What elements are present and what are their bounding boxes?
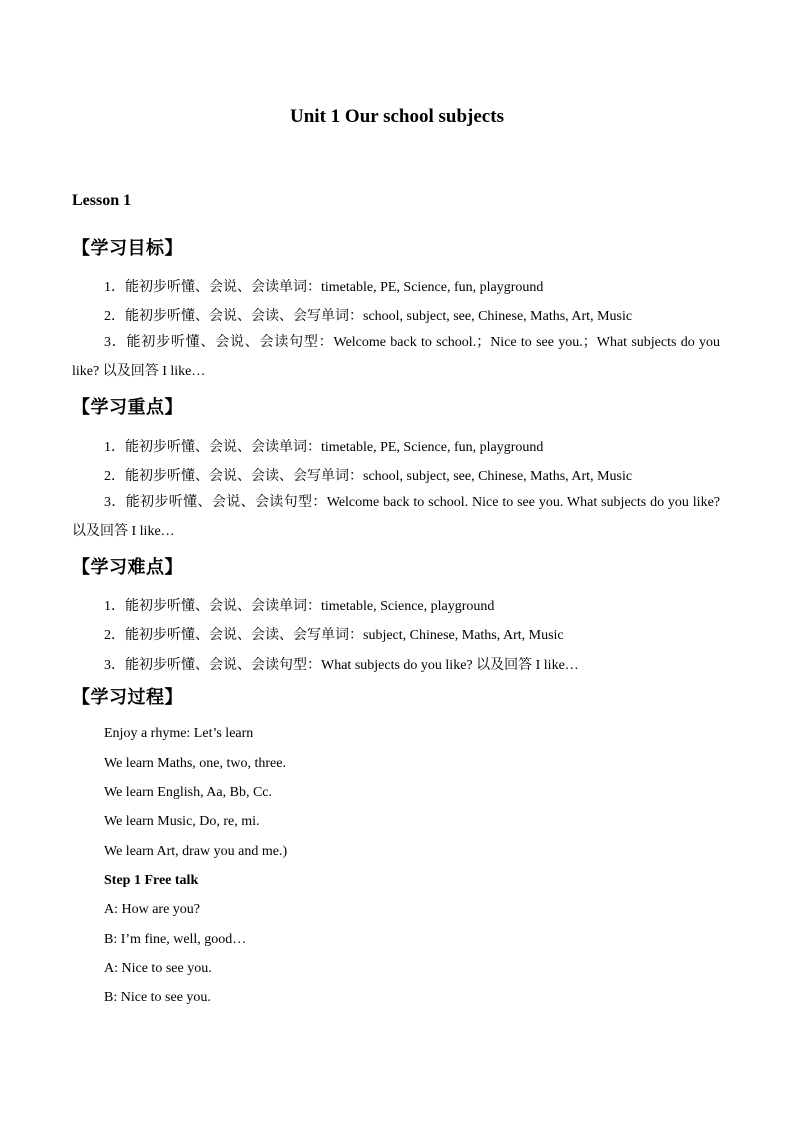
rhyme-line-1: Enjoy a rhyme: Let’s learn bbox=[104, 726, 254, 741]
rhyme-line-3: We learn English, Aa, Bb, Cc. bbox=[104, 785, 273, 800]
objectives-item-2: 2．能初步听懂、会说、会读、会写单词：school, subject, see, Chinese, Maths, Art, Music bbox=[104, 309, 633, 324]
rhyme-line-2: We learn Maths, one, two, three. bbox=[104, 756, 286, 771]
dialogue-line-3: A: Nice to see you. bbox=[104, 961, 212, 976]
key-points-item-3: 3．能初步听懂、会说、会读句型：Welcome back to school. Nice to see you. What subjects do you like? 以及回答 I like… bbox=[72, 495, 720, 539]
dialogue-line-4: B: Nice to see you. bbox=[104, 990, 211, 1005]
key-points-item-2: 2．能初步听懂、会说、会读、会写单词：school, subject, see, Chinese, Maths, Art, Music bbox=[104, 469, 633, 484]
difficulties-item-2: 2．能初步听懂、会说、会读、会写单词：subject, Chinese, Maths, Art, Music bbox=[104, 628, 564, 643]
objectives-item-1: 1．能初步听懂、会说、会读单词：timetable, PE, Science, fun, playground bbox=[104, 280, 544, 295]
dialogue-line-2: B: I’m fine, well, good… bbox=[104, 932, 247, 947]
key-points-item-1: 1．能初步听懂、会说、会读单词：timetable, PE, Science, fun, playground bbox=[104, 440, 544, 455]
lesson-heading: Lesson 1 bbox=[72, 192, 132, 209]
difficulties-heading: 【学习难点】 bbox=[72, 557, 183, 577]
step1-heading: Step 1 Free talk bbox=[104, 873, 199, 888]
process-heading: 【学习过程】 bbox=[72, 687, 183, 707]
objectives-item-3: 3．能初步听懂、会说、会读句型：Welcome back to school.；Nice to see you.；What subjects do you like? 以及回答 I like… bbox=[72, 335, 720, 379]
difficulties-item-1: 1．能初步听懂、会说、会读单词：timetable, Science, playground bbox=[104, 599, 495, 614]
document-title: Unit 1 Our school subjects bbox=[290, 106, 504, 127]
rhyme-line-5: We learn Art, draw you and me.) bbox=[104, 844, 288, 859]
objectives-heading: 【学习目标】 bbox=[72, 238, 183, 258]
difficulties-item-3: 3．能初步听懂、会说、会读句型：What subjects do you like? 以及回答 I like… bbox=[104, 658, 579, 673]
dialogue-line-1: A: How are you? bbox=[104, 902, 201, 917]
key-points-heading: 【学习重点】 bbox=[72, 397, 183, 417]
rhyme-line-4: We learn Music, Do, re, mi. bbox=[104, 814, 260, 829]
